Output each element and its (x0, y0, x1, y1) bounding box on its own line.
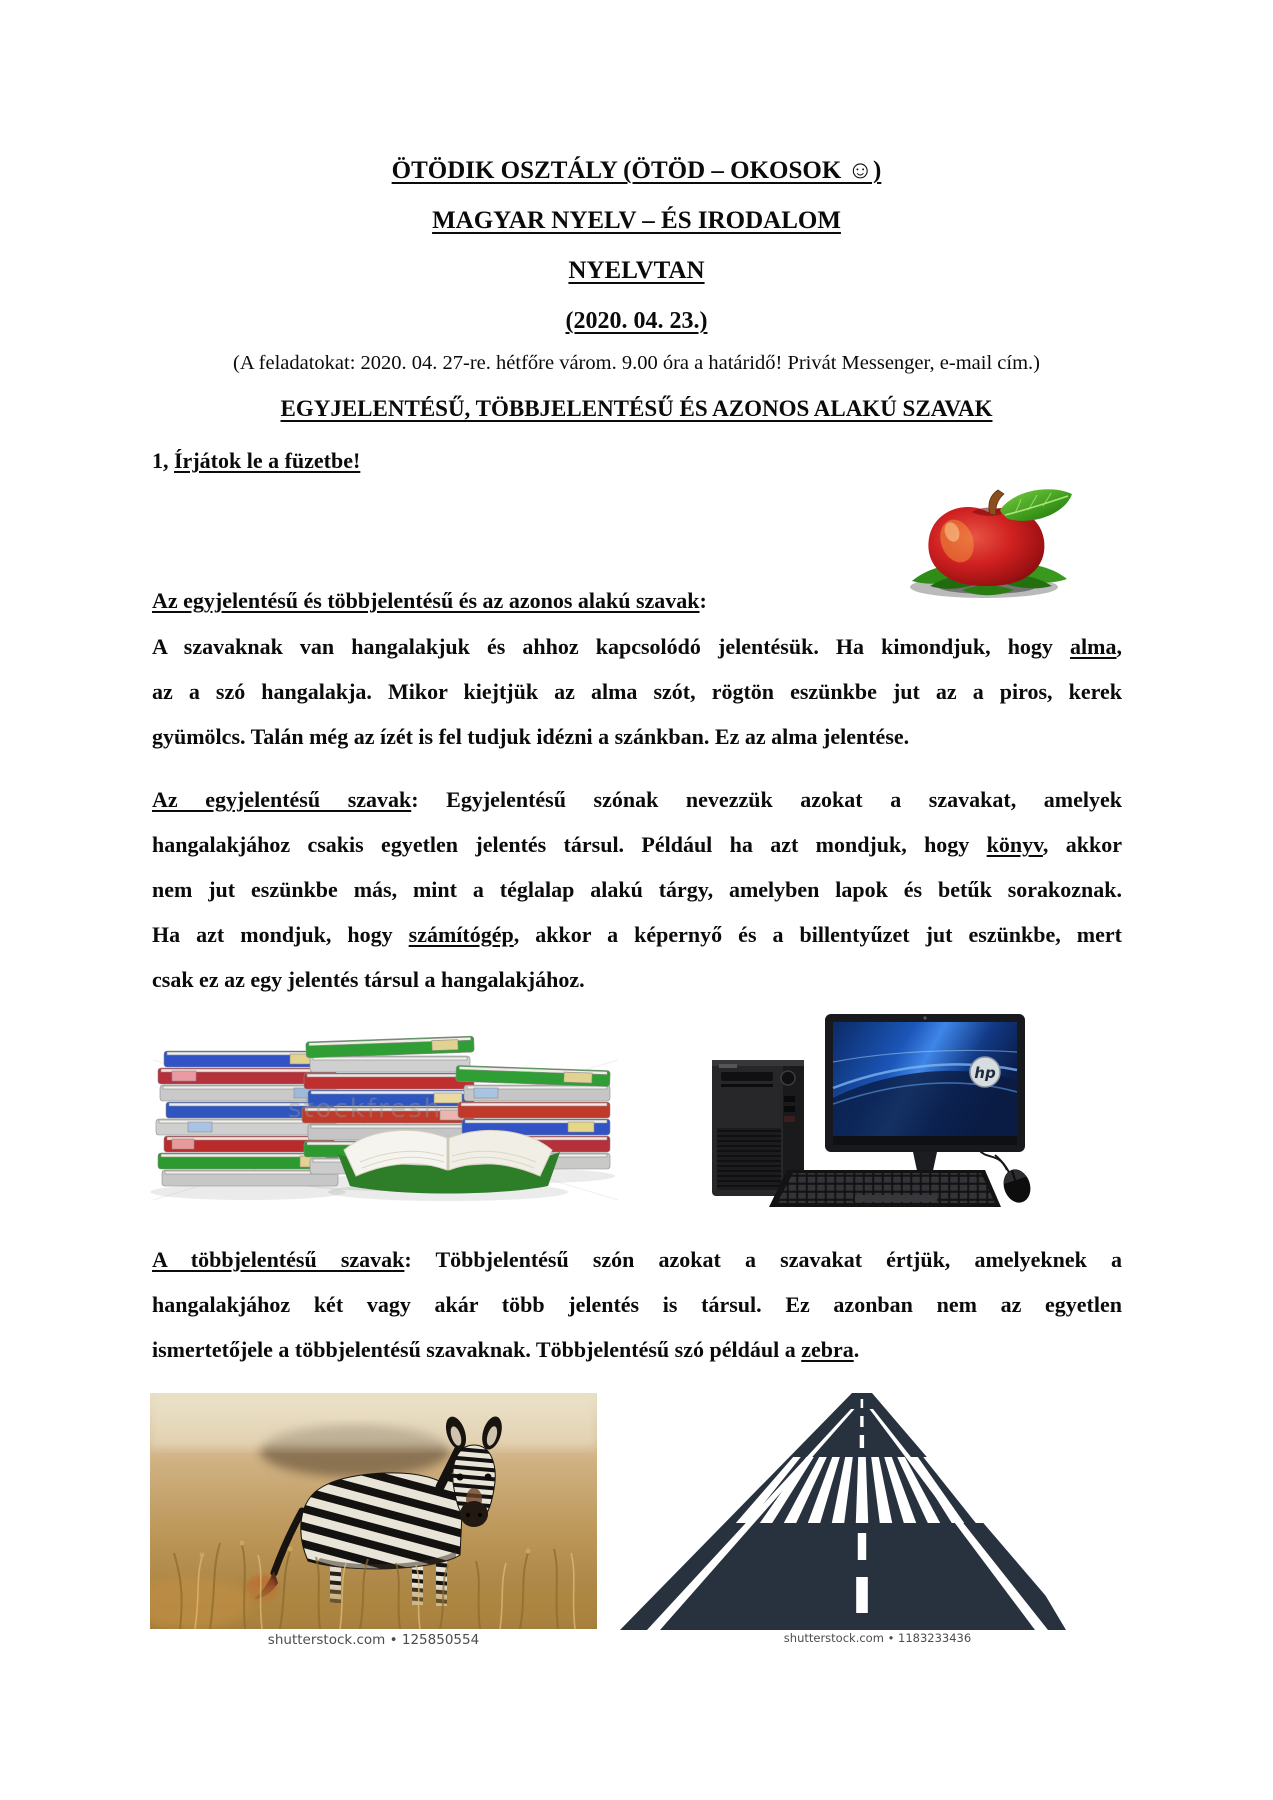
road-illustration (620, 1393, 1075, 1630)
zebra-photo (150, 1393, 597, 1629)
text-segment: , akkor a képernyő és a billentyűzet jut eszünkbe, mert (513, 922, 1122, 947)
text-line (152, 867, 1122, 912)
title-line-2: MAGYAR NYELV – ÉS IRODALOM (432, 207, 841, 234)
text-line (152, 438, 1122, 483)
zebra-caption: shutterstock.com • 125850554 (267, 1632, 480, 1648)
text-line (152, 912, 1122, 957)
text-segment: : Egyjelentésű szónak nevezzük azokat a szavakat, amelyek (411, 787, 1122, 812)
text-segment: : Többjelentésű szón azokat a szavakat értjük, amelyeknek a (404, 1247, 1123, 1272)
text-segment: : (699, 588, 707, 613)
underlined-term: Írjátok le a füzetbe! (174, 448, 361, 473)
title-line-3: NYELVTAN (568, 257, 705, 284)
text-segment: Ha azt mondjuk, hogy (152, 922, 409, 947)
text-segment: hangalakjához két vagy akár több jelentés is társul. Ez azonban nem az egyetlen (152, 1292, 1122, 1317)
underlined-term: számítógép (408, 922, 514, 947)
underlined-term: alma (1070, 634, 1117, 659)
topic-title: EGYJELENTÉSŰ, TÖBBJELENTÉSŰ ÉS AZONOS ALAKÚ SZAVAK (280, 396, 993, 421)
text-line (152, 1282, 1122, 1327)
underlined-term: zebra (801, 1337, 854, 1362)
road-image (620, 1393, 1075, 1630)
stock-watermark: stockfresh (287, 1094, 443, 1124)
text-segment: A szavaknak van hangalakjuk és ahhoz kapcsolódó jelentésük. Ha kimondjuk, hogy (152, 634, 1071, 659)
underlined-term: Az egyjelentésű szavak (152, 787, 412, 812)
text-line (152, 624, 1122, 669)
road-caption: shutterstock.com • 1183233436 (783, 1631, 972, 1645)
underlined-term: könyv (986, 832, 1043, 857)
text-segment: ismertetőjele a többjelentésű szavaknak. Többjelentésű szó például a (152, 1337, 802, 1362)
text-line (152, 714, 1122, 759)
text-segment: gyümölcs. Talán még az ízét is fel tudjuk idézni a szánkban. Ez az alma jelentése. (152, 724, 910, 749)
underlined-term: A többjelentésű szavak (152, 1247, 405, 1272)
text-line (152, 1327, 1122, 1372)
text-line (152, 1237, 1122, 1282)
text-line (152, 957, 1122, 1002)
text-segment: nem jut eszünkbe más, mint a téglalap alakú tárgy, amelyben lapok és betűk sorakoznak. (152, 877, 1122, 902)
paragraph-intro (152, 624, 1122, 759)
underlined-term: Az egyjelentésű és többjelentésű és az azonos alakú szavak (152, 588, 700, 613)
task-instruction (152, 438, 1122, 483)
deadline-note: (A feladatokat: 2020. 04. 27-re. hétfőre várom. 9.00 óra a határidő! Privát Messenger, e-mail cím.) (233, 352, 1040, 374)
text-segment: az a szó hangalakja. Mikor kiejtjük az alma szót, rögtön eszünkbe jut az a piros, kerek (152, 679, 1122, 704)
computer-illustration (655, 1000, 1040, 1215)
text-segment: , akkor (1042, 832, 1122, 857)
intro-heading (152, 578, 1122, 623)
text-segment: . (853, 1337, 860, 1362)
text-line (152, 822, 1122, 867)
text-line (152, 578, 1122, 623)
text-line (152, 777, 1122, 822)
text-segment: csak ez az egy jelentés társul a hangalakjához. (152, 967, 585, 992)
title-line-4: (2020. 04. 23.) (565, 308, 708, 334)
paragraph-single-meaning (152, 777, 1122, 1002)
text-segment: , (1116, 634, 1122, 659)
text-segment: hangalakjához csakis egyetlen jelentés társul. Például ha azt mondjuk, hogy (152, 832, 987, 857)
paragraph-multi-meaning (152, 1237, 1122, 1372)
computer-image (655, 1000, 1040, 1215)
zebra-illustration (150, 1393, 597, 1629)
svg-text:hp: hp (974, 1064, 996, 1082)
text-segment: 1, (152, 448, 174, 473)
text-line (152, 669, 1122, 714)
title-line-1: ÖTÖDIK OSZTÁLY (ÖTÖD – OKOSOK ☺) (391, 157, 882, 184)
